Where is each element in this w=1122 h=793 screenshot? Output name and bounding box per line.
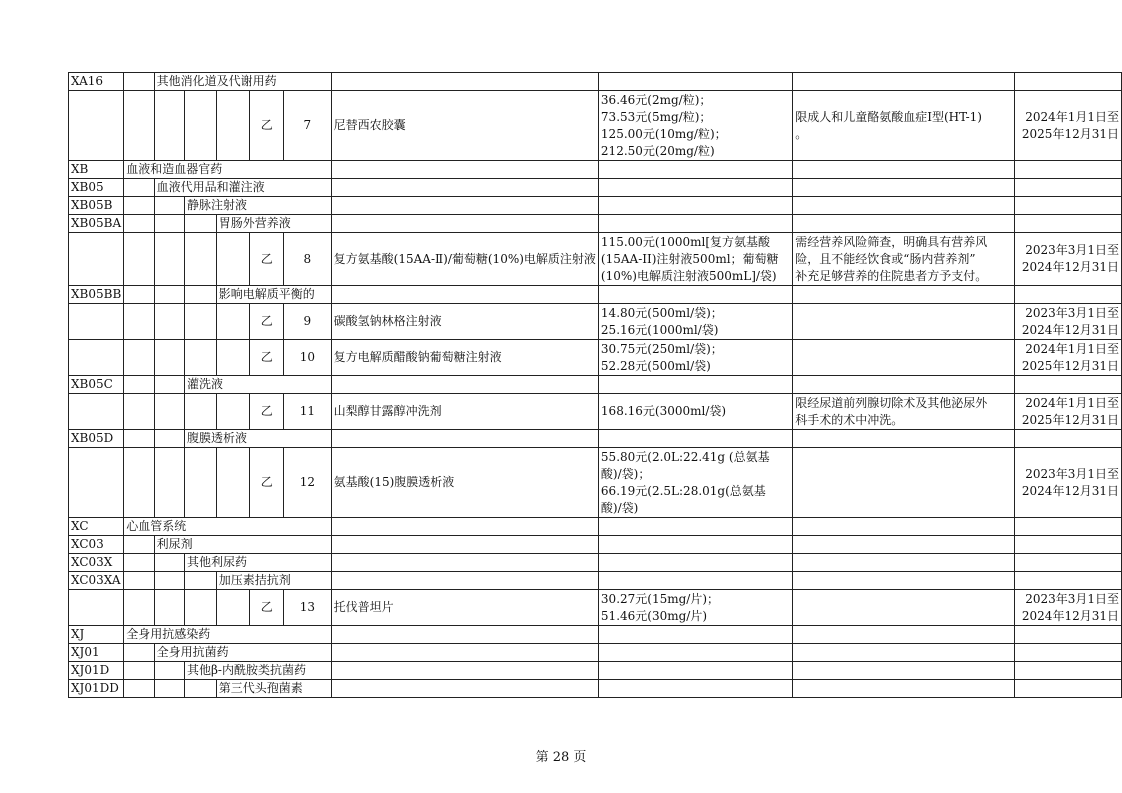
empty-cell [69, 448, 124, 518]
empty-cell [124, 572, 154, 590]
empty-cell [598, 626, 792, 644]
empty-cell [1014, 179, 1121, 197]
drug-period [1014, 590, 1121, 626]
category-row [69, 161, 1122, 179]
empty-cell [793, 161, 1014, 179]
category-code: XB05 [69, 179, 124, 197]
empty-cell [124, 644, 154, 662]
drug-name: 复方氨基酸(15AA-Ⅱ)/葡萄糖(10%)电解质注射液 [331, 233, 598, 286]
drug-price-line: (10%)电解质注射液500mL]/袋) [600, 268, 777, 283]
category-code: XJ01 [69, 644, 124, 662]
empty-cell [184, 572, 216, 590]
drug-period [1014, 340, 1121, 376]
category-name: 腹膜透析液 [184, 430, 331, 448]
empty-cell [216, 304, 250, 340]
category-row [69, 179, 1122, 197]
empty-cell [598, 197, 792, 215]
drug-row [69, 448, 1122, 518]
empty-cell [1014, 430, 1121, 448]
drug-grade: 乙 [250, 233, 284, 286]
category-name: 血液代用品和灌注液 [154, 179, 331, 197]
drug-name: 尼替西农胶囊 [331, 91, 598, 161]
empty-cell [598, 572, 792, 590]
empty-cell [154, 340, 184, 376]
drug-period [1014, 233, 1121, 286]
empty-cell [124, 91, 154, 161]
drug-period-line: 2025年12月31日 [1021, 412, 1119, 427]
category-row [69, 430, 1122, 448]
drug-price-line: 36.46元(2mg/粒)； [600, 92, 712, 107]
empty-cell [1014, 197, 1121, 215]
category-name: 全身用抗感染药 [124, 626, 331, 644]
category-row [69, 73, 1122, 91]
empty-cell [154, 304, 184, 340]
empty-cell [1014, 518, 1121, 536]
empty-cell [124, 536, 154, 554]
empty-cell [331, 554, 598, 572]
drug-name: 山梨醇甘露醇冲洗剂 [331, 394, 598, 430]
empty-cell [793, 215, 1014, 233]
empty-cell [793, 73, 1014, 91]
empty-cell [793, 662, 1014, 680]
drug-grade: 乙 [250, 91, 284, 161]
empty-cell [154, 430, 184, 448]
category-code: XB05BB [69, 286, 124, 304]
drug-period [1014, 304, 1121, 340]
empty-cell [69, 91, 124, 161]
empty-cell [331, 197, 598, 215]
drug-row [69, 304, 1122, 340]
drug-period-line: 2023年3月1日至 [1025, 591, 1119, 606]
category-code: XC [69, 518, 124, 536]
empty-cell [793, 179, 1014, 197]
category-name: 其他β-内酰胺类抗菌药 [184, 662, 331, 680]
drug-period [1014, 91, 1121, 161]
empty-cell [793, 680, 1014, 698]
empty-cell [793, 286, 1014, 304]
empty-cell [184, 680, 216, 698]
empty-cell [331, 626, 598, 644]
drug-number: 10 [284, 340, 332, 376]
empty-cell [154, 215, 184, 233]
empty-cell [793, 644, 1014, 662]
category-name: 其他消化道及代谢用药 [154, 73, 331, 91]
empty-cell [124, 215, 154, 233]
drug-price-line: 14.80元(500ml/袋)； [600, 305, 723, 320]
empty-cell [69, 340, 124, 376]
drug-name: 碳酸氢钠林格注射液 [331, 304, 598, 340]
drug-remark-line: 补充足够营养的住院患者方予支付。 [795, 268, 988, 283]
empty-cell [124, 304, 154, 340]
drug-row [69, 91, 1122, 161]
empty-cell [331, 430, 598, 448]
drug-period-line: 2023年3月1日至 [1025, 243, 1119, 257]
empty-cell [184, 286, 216, 304]
drug-price-line: 115.00元(1000ml[复方氨基酸 [600, 234, 771, 249]
empty-cell [598, 644, 792, 662]
empty-cell [793, 376, 1014, 394]
empty-cell [793, 572, 1014, 590]
empty-cell [331, 215, 598, 233]
empty-cell [154, 572, 184, 590]
category-code: XJ [69, 626, 124, 644]
category-code: XJ01DD [69, 680, 124, 698]
empty-cell [793, 626, 1014, 644]
drug-row [69, 340, 1122, 376]
empty-cell [124, 554, 154, 572]
empty-cell [793, 518, 1014, 536]
drug-price-line: 73.53元(5mg/粒)； [600, 109, 712, 124]
drug-price-line: 212.50元(20mg/粒) [600, 143, 715, 158]
drug-period-line: 2024年1月1日至 [1025, 109, 1119, 124]
empty-cell [154, 197, 184, 215]
empty-cell [124, 430, 154, 448]
category-name: 其他利尿药 [184, 554, 331, 572]
empty-cell [184, 91, 216, 161]
category-code: XB05D [69, 430, 124, 448]
drug-period-line: 2025年12月31日 [1021, 126, 1119, 141]
empty-cell [216, 233, 250, 286]
empty-cell [1014, 286, 1121, 304]
category-name: 第三代头孢菌素 [216, 680, 331, 698]
drug-grade: 乙 [250, 590, 284, 626]
empty-cell [69, 233, 124, 286]
empty-cell [124, 286, 154, 304]
drug-name: 托伐普坦片 [331, 590, 598, 626]
drug-price-line: 25.16元(1000ml/袋) [600, 322, 719, 337]
category-name: 灌洗液 [184, 376, 331, 394]
empty-cell [793, 430, 1014, 448]
empty-cell [1014, 626, 1121, 644]
empty-cell [1014, 161, 1121, 179]
drug-remark-line: 。 [795, 126, 808, 141]
drug-remark [793, 233, 1014, 286]
page-number: 第 28 页 [535, 750, 587, 765]
empty-cell [331, 680, 598, 698]
empty-cell [598, 73, 792, 91]
category-name: 心血管系统 [124, 518, 331, 536]
empty-cell [184, 340, 216, 376]
category-code: XB05BA [69, 215, 124, 233]
drug-remark-line: 险，且不能经饮食或“肠内营养剂” [795, 251, 976, 266]
empty-cell [69, 590, 124, 626]
empty-cell [124, 73, 154, 91]
empty-cell [1014, 376, 1121, 394]
empty-cell [184, 304, 216, 340]
drug-price-line: 55.80元(2.0L:22.41g (总氨基 [600, 449, 770, 464]
drug-period-line: 2024年12月31日 [1021, 608, 1119, 623]
drug-grade: 乙 [250, 340, 284, 376]
drug-price-line: 168.16元(3000ml/袋) [600, 404, 727, 418]
category-code: XC03XA [69, 572, 124, 590]
empty-cell [598, 662, 792, 680]
empty-cell [331, 161, 598, 179]
drug-price-line: 酸)/袋)； [600, 466, 651, 481]
empty-cell [69, 304, 124, 340]
category-code: XB05B [69, 197, 124, 215]
empty-cell [331, 518, 598, 536]
empty-cell [793, 197, 1014, 215]
empty-cell [331, 376, 598, 394]
empty-cell [1014, 536, 1121, 554]
drug-period-line: 2024年1月1日至 [1025, 341, 1119, 356]
empty-cell [154, 554, 184, 572]
empty-cell [598, 179, 792, 197]
category-name: 全身用抗菌药 [154, 644, 331, 662]
drug-remark [793, 91, 1014, 161]
category-name: 利尿剂 [154, 536, 331, 554]
empty-cell [598, 680, 792, 698]
empty-cell [598, 286, 792, 304]
drug-period-line: 2024年12月31日 [1021, 322, 1119, 337]
category-row [69, 626, 1122, 644]
drug-period-line: 2023年3月1日至 [1025, 466, 1119, 481]
empty-cell [124, 340, 154, 376]
drug-number: 12 [284, 448, 332, 518]
empty-cell [184, 233, 216, 286]
drug-number: 13 [284, 590, 332, 626]
category-name: 静脉注射液 [184, 197, 331, 215]
empty-cell [331, 179, 598, 197]
empty-cell [154, 376, 184, 394]
empty-cell [184, 448, 216, 518]
drug-price-line: 51.46元(30mg/片) [600, 608, 708, 623]
empty-cell [124, 590, 154, 626]
category-name: 加压素拮抗剂 [216, 572, 331, 590]
empty-cell [1014, 572, 1121, 590]
empty-cell [124, 179, 154, 197]
empty-cell [154, 286, 184, 304]
empty-cell [1014, 215, 1121, 233]
drug-grade: 乙 [250, 394, 284, 430]
drug-grade: 乙 [250, 448, 284, 518]
empty-cell [598, 536, 792, 554]
drug-price [598, 233, 792, 286]
category-code: XB [69, 161, 124, 179]
empty-cell [331, 572, 598, 590]
drug-period-line: 2025年12月31日 [1021, 358, 1119, 373]
category-code: XC03 [69, 536, 124, 554]
empty-cell [216, 590, 250, 626]
category-row [69, 680, 1122, 698]
empty-cell [124, 197, 154, 215]
empty-cell [124, 662, 154, 680]
empty-cell [1014, 662, 1121, 680]
drug-price [598, 448, 792, 518]
category-row [69, 644, 1122, 662]
category-row [69, 286, 1122, 304]
drug-name: 氨基酸(15)腹膜透析液 [331, 448, 598, 518]
drug-number: 7 [284, 91, 332, 161]
drug-name: 复方电解质醋酸钠葡萄糖注射液 [331, 340, 598, 376]
drug-remark-line: 需经营养风险筛查，明确具有营养风 [795, 234, 988, 249]
drug-grade: 乙 [250, 304, 284, 340]
drug-period [1014, 448, 1121, 518]
drug-price-line: 125.00元(10mg/粒)； [600, 126, 727, 141]
drug-price-line: 52.28元(500ml/袋) [600, 358, 711, 373]
empty-cell [598, 554, 792, 572]
drug-price [598, 91, 792, 161]
category-row [69, 662, 1122, 680]
empty-cell [124, 376, 154, 394]
empty-cell [331, 536, 598, 554]
drug-period [1014, 394, 1121, 430]
category-name: 血液和造血器官药 [124, 161, 331, 179]
drug-row [69, 590, 1122, 626]
category-row [69, 518, 1122, 536]
empty-cell [216, 394, 250, 430]
empty-cell [184, 394, 216, 430]
empty-cell [124, 233, 154, 286]
drug-price-line: 酸)/袋) [600, 500, 639, 515]
category-row [69, 215, 1122, 233]
drug-remark [793, 448, 1014, 518]
empty-cell [216, 340, 250, 376]
drug-number: 8 [284, 233, 332, 286]
drug-row [69, 394, 1122, 430]
empty-cell [331, 644, 598, 662]
drug-remark-line: 限经尿道前列腺切除术及其他泌尿外 [795, 395, 988, 410]
empty-cell [331, 662, 598, 680]
empty-cell [69, 394, 124, 430]
drug-period-line: 2024年1月1日至 [1025, 395, 1119, 410]
empty-cell [1014, 73, 1121, 91]
drug-period-line: 2024年12月31日 [1021, 483, 1119, 498]
category-name: 胃肠外营养液 [216, 215, 331, 233]
drug-number: 9 [284, 304, 332, 340]
empty-cell [598, 430, 792, 448]
drug-price [598, 340, 792, 376]
empty-cell [124, 680, 154, 698]
drug-row [69, 233, 1122, 286]
empty-cell [598, 215, 792, 233]
category-row [69, 572, 1122, 590]
empty-cell [1014, 680, 1121, 698]
drug-price [598, 304, 792, 340]
empty-cell [793, 554, 1014, 572]
empty-cell [331, 73, 598, 91]
drug-price-line: 66.19元(2.5L:28.01g(总氨基 [600, 483, 766, 498]
empty-cell [154, 680, 184, 698]
category-row [69, 554, 1122, 572]
empty-cell [154, 91, 184, 161]
empty-cell [216, 448, 250, 518]
drug-remark-line: 科手术的术中冲洗。 [795, 412, 904, 427]
empty-cell [124, 448, 154, 518]
category-code: XJ01D [69, 662, 124, 680]
drug-price-line: 30.75元(250ml/袋)； [600, 341, 723, 356]
empty-cell [154, 233, 184, 286]
empty-cell [184, 590, 216, 626]
drug-period-line: 2023年3月1日至 [1025, 305, 1119, 320]
drug-price-line: (15AA-II)注射液500ml；葡萄糖 [600, 251, 779, 266]
empty-cell [793, 536, 1014, 554]
drug-remark [793, 394, 1014, 430]
drug-price [598, 394, 792, 430]
drug-price [598, 590, 792, 626]
category-row [69, 536, 1122, 554]
category-code: XC03X [69, 554, 124, 572]
drug-catalog-table [68, 72, 1122, 698]
empty-cell [154, 590, 184, 626]
drug-remark [793, 304, 1014, 340]
drug-price-line: 30.27元(15mg/片)； [600, 591, 720, 606]
empty-cell [216, 91, 250, 161]
empty-cell [598, 518, 792, 536]
category-code: XA16 [69, 73, 124, 91]
drug-period-line: 2024年12月31日 [1021, 260, 1119, 274]
category-row [69, 376, 1122, 394]
empty-cell [154, 448, 184, 518]
empty-cell [154, 662, 184, 680]
category-name: 影响电解质平衡的 [216, 286, 331, 304]
empty-cell [1014, 644, 1121, 662]
empty-cell [598, 376, 792, 394]
category-row [69, 197, 1122, 215]
drug-remark [793, 340, 1014, 376]
category-code: XB05C [69, 376, 124, 394]
empty-cell [124, 394, 154, 430]
empty-cell [1014, 554, 1121, 572]
empty-cell [331, 286, 598, 304]
drug-remark [793, 590, 1014, 626]
drug-remark-line: 限成人和儿童酪氨酸血症Ⅰ型(HT-1) [795, 109, 982, 124]
empty-cell [184, 215, 216, 233]
empty-cell [598, 161, 792, 179]
empty-cell [154, 394, 184, 430]
drug-number: 11 [284, 394, 332, 430]
